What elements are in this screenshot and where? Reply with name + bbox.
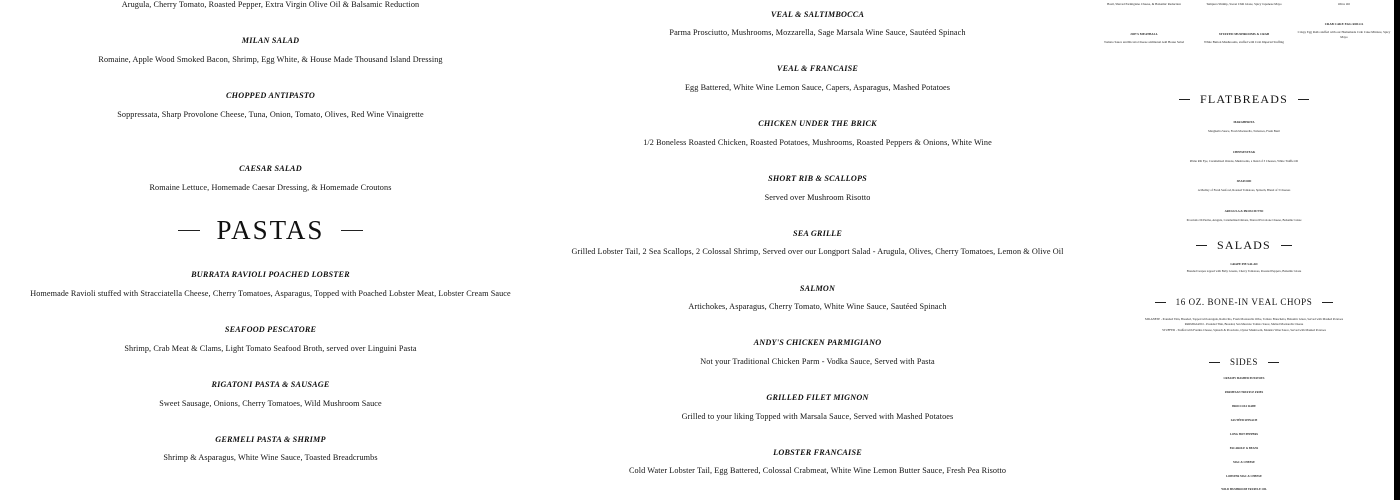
heading-rule (1196, 245, 1207, 246)
section-title: FLATBREADS (1199, 92, 1288, 106)
item-description: Parma Prosciutto, Mushrooms, Mozzarella, Sage Marsala Wine Sauce, Sautéed Spinach (669, 28, 966, 37)
section-title: SIDES (1229, 357, 1258, 367)
item-name: BURRATA RAVIOLI POACHED LOBSTER (191, 270, 350, 279)
mini-item-description: PARMIGIANO - Pounded Thin, Breaded, San Marzano Tomato Sauce, Melted Mozzarella Cheese (1184, 322, 1304, 326)
section-title: 16 OZ. BONE-IN VEAL CHOPS (1175, 297, 1313, 307)
item-name: SHORT RIB & SCALLOPS (768, 174, 867, 183)
heading-rule (1298, 99, 1309, 100)
menu-right-page (1094, 0, 1400, 500)
section-title: SALADS (1217, 238, 1271, 252)
side-item: SAUTÉED SPINACH (1230, 419, 1258, 422)
menu-page-thumbnail (1094, 0, 1394, 500)
mini-item-description: Tempura Shrimp, Sweet Chili Glaze, Spicy Japanese Mayo (1206, 2, 1282, 6)
item-description: Grilled to your liking Topped with Marsala Sauce, Served with Mashed Potatoes (681, 412, 954, 421)
item-name: MILAN SALAD (241, 36, 300, 45)
item-name: GERMELI PASTA & SHRIMP (215, 435, 326, 444)
mini-section-heading-veal-chops (1094, 297, 1394, 307)
side-item: PARMESAN TRUFFLE FRIES (1224, 391, 1264, 394)
item-description: Egg Battered, White Wine Lemon Sauce, Capers, Asparagus, Mashed Potatoes (684, 83, 951, 92)
item-description: Grilled Lobster Tail, 2 Sea Scallops, 2 Colossal Shrimp, Served over our Longport Salad - Arugula, Olives, Cherry Tomatoes, Lemon & Olive Oil (571, 247, 1064, 256)
mini-item-description: Margherita Sauce, Fresh Mozzarella, Tomatoes, Fresh Basil (1208, 129, 1280, 133)
item-name: CHICKEN UNDER THE BRICK (758, 119, 877, 128)
item-name: SEAFOOD PESCATORE (224, 325, 317, 334)
mini-item-name: ARUGULA & PROSCIUTTO (1224, 209, 1264, 213)
item-description: Soppressata, Sharp Provolone Cheese, Tuna, Onion, Tomato, Olives, Red Wine Vinaigrette (117, 110, 424, 119)
mini-item-description: Basil, Shaved Parmigiano Cheese, & Balsamic Reduction (1107, 2, 1181, 6)
mini-item-name: SEAFOOD (1236, 179, 1252, 183)
mini-item-name: STUFFED MUSHROOMS & CRAB (1218, 32, 1270, 36)
heading-rule (1179, 99, 1190, 100)
mini-item-description: Olive Oil (1338, 2, 1350, 6)
heading-rule (178, 230, 200, 231)
item-name: RIGATONI PASTA & SAUSAGE (211, 380, 330, 389)
mini-section-heading-flatbreads (1094, 92, 1394, 107)
side-item: LOBSTER MAC & CHEESE (1226, 475, 1262, 478)
mini-item-description: MILANESE - Pounded Thin, Breaded, Topped with Arugula, Radicchio, Fresh Mozzarella Olive, Tomato Bruschetta, Balsamic Glaze, Served with Mashed Potatoes (1144, 317, 1344, 321)
item-description: Romaine Lettuce, Homemade Caesar Dressing, & Homemade Croutons (149, 183, 392, 192)
item-description: Artichokes, Asparagus, Cherry Tomato, White Wine Sauce, Sautéed Spinach (688, 302, 947, 311)
side-item: BROCCOLI RABE (1232, 405, 1256, 408)
heading-rule (1155, 302, 1166, 303)
heading-rule (1281, 245, 1292, 246)
mini-item-description: A Medley of Fresh Seafood, Roasted Tomatoes, Spinach, Blend of 3 Cheeses (1197, 188, 1291, 192)
side-item: LONG HOT PEPPERS (1229, 433, 1259, 436)
item-description: Shrimp & Asparagus, White Wine Sauce, Toasted Breadcrumbs (163, 453, 378, 462)
side-item: MAC & CHEESE (1233, 461, 1255, 464)
side-item: WILD MUSHROOM TRUFFLE OIL (1221, 488, 1267, 491)
item-description: Shrimp, Crab Meat & Clams, Light Tomato Seafood Broth, served over Linguini Pasta (124, 344, 417, 353)
mini-section-heading-salads (1094, 238, 1394, 253)
item-description: Not your Traditional Chicken Parm - Vodka Sauce, Served with Pasta (700, 357, 935, 366)
mini-item-name: CHEESESTEAK (1232, 150, 1256, 154)
item-name: GRILLED FILET MIGNON (766, 393, 869, 402)
item-name: VEAL & FRANCAISE (776, 64, 859, 73)
mini-item-description: STUFFED - Stuffed with Fontina Cheese, Spinach & Prosciutto, Oyster Mushroom, Madeira Wine Sauce, Served with Mashed Potatoes (1162, 328, 1326, 332)
side-item: CREAMY MASHED POTATOES (1223, 377, 1265, 380)
item-name: CAESAR SALAD (239, 164, 302, 173)
side-item: ESCAROLE & BEANS (1229, 447, 1259, 450)
mini-item-name: CRAB CAKE EGG ROLLS (1324, 22, 1364, 26)
section-title: PASTAS (216, 215, 325, 245)
item-name: ANDY'S CHICKEN PARMIGIANO (753, 338, 882, 347)
item-name: VEAL & SALTIMBOCCA (770, 10, 865, 19)
mini-item-description: Breaded Grapes topped with Baby Greens, Cherry Tomatoes, Roasted Peppers, Balsamic Glaze (1186, 269, 1302, 273)
item-description: Homemade Ravioli stuffed with Stracciatella Cheese, Cherry Tomatoes, Asparagus, Topped with Poached Lobster Meat, Lobster Cream Sauce (30, 289, 511, 298)
item-name: SEA GRILLE (792, 229, 843, 238)
section-heading-pastas (0, 215, 541, 246)
item-name: CHOPPED ANTIPASTO (226, 91, 315, 100)
item-description: Romaine, Apple Wood Smoked Bacon, Shrimp, Egg White, & House Made Thousand Island Dressing (98, 55, 443, 64)
item-description: Sweet Sausage, Onions, Cherry Tomatoes, Wild Mushroom Sauce (159, 399, 382, 408)
item-description: Served over Mushroom Risotto (764, 193, 871, 202)
heading-rule (341, 230, 363, 231)
heading-rule (1209, 362, 1220, 363)
mini-item-name: GRAPE PIE SALAD (1230, 262, 1258, 266)
mini-item-description: Tomato Sauce and Ricotta Cheese additional Add House Salad (1104, 40, 1184, 44)
mini-item-name: JOE'S MEATBALL (1130, 32, 1158, 36)
mini-item-description: Prime Rib Eye, Caramelized Onions, Mushrooms, a blend of 3 Cheeses, White Truffle Oil (1189, 159, 1299, 163)
heading-rule (1268, 362, 1279, 363)
heading-rule (1322, 302, 1333, 303)
item-name: LOBSTER FRANCAISE (773, 448, 862, 457)
item-name: SALMON (799, 284, 836, 293)
mini-item-description: White Button Mushrooms, stuffed with Crab Imperial Stuffing (1204, 40, 1284, 44)
mini-section-heading-sides (1094, 357, 1394, 367)
item-description: Cold Water Lobster Tail, Egg Battered, Colossal Crabmeat, White Wine Lemon Butter Sauce, Fresh Pea Risotto (628, 466, 1007, 475)
item-description: Arugula, Cherry Tomato, Roasted Pepper, Extra Virgin Olive Oil & Balsamic Reduction (121, 0, 420, 9)
item-description: 1/2 Boneless Roasted Chicken, Roasted Potatoes, Mushrooms, Roasted Peppers & Onions, White Wine (643, 138, 992, 147)
mini-item-name: MARGHERITA (1233, 120, 1255, 124)
mini-item-description: Crispy Egg Rolls stuffed with our Homemade Crab Cake Mixture, Spicy Mayo (1297, 30, 1391, 39)
mini-item-description: Prosciutto Di Parma, Arugula, Caramelized Onions, Shaved Provolone Cheese, Balsamic Glaze (1186, 218, 1302, 222)
